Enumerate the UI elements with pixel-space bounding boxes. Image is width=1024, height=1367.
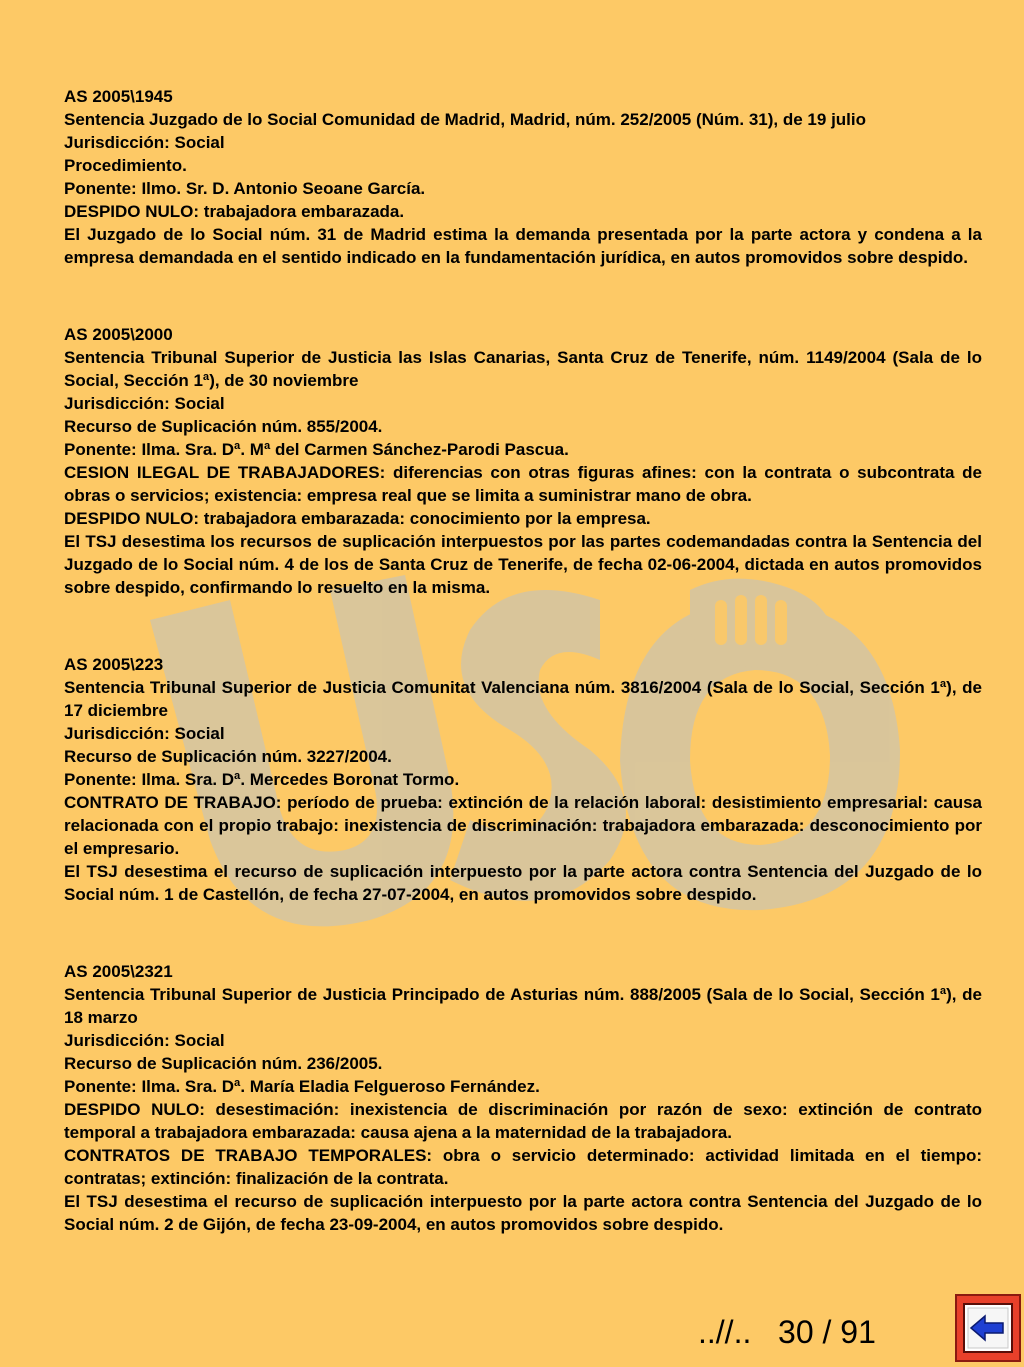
case-ponente: Ponente: Ilma. Sra. Dª. María Eladia Felgueroso Fernández. xyxy=(64,1077,540,1096)
case-sentencia: Sentencia Tribunal Superior de Justicia Comunitat Valenciana núm. 3816/2004 (Sala de lo Social, Sección 1ª), de 17 diciembre xyxy=(64,678,982,720)
page-separator: / xyxy=(822,1314,832,1350)
case-ponente: Ponente: Ilma. Sra. Dª. Mª del Carmen Sánchez-Parodi Pascua. xyxy=(64,440,569,459)
case-ponente: Ponente: Ilma. Sra. Dª. Mercedes Boronat Tormo. xyxy=(64,770,460,789)
document-body xyxy=(64,85,982,1290)
case-id: AS 2005\1945 xyxy=(64,87,173,106)
arrow-left-icon xyxy=(955,1294,1021,1362)
case-resumen: El TSJ desestima el recurso de suplicación interpuesto por la parte actora contra Sentencia del Juzgado de lo Social núm. 1 de Castellón, de fecha 27-07-2004, en autos promovidos sobre despido. xyxy=(64,862,982,904)
back-button[interactable] xyxy=(955,1294,1021,1362)
continuation-mark: ..//.. xyxy=(698,1314,752,1350)
case-jurisdiccion: Jurisdicción: Social xyxy=(64,1031,225,1050)
case-id: AS 2005\223 xyxy=(64,655,164,674)
case-topic: CONTRATOS DE TRABAJO TEMPORALES: obra o servicio determinado: actividad limitada en el tiempo: contratas; extinción: finalización de la contrata. xyxy=(64,1146,982,1188)
case-sentencia: Sentencia Tribunal Superior de Justicia las Islas Canarias, Santa Cruz de Tenerife, núm. 1149/2004 (Sala de lo Social, Sección 1ª), de 30 noviembre xyxy=(64,348,982,390)
current-page-number: 30 xyxy=(778,1314,814,1350)
case-id: AS 2005\2321 xyxy=(64,962,173,981)
case-entry xyxy=(64,960,982,1236)
case-jurisdiccion: Jurisdicción: Social xyxy=(64,133,225,152)
case-topic: DESPIDO NULO: trabajadora embarazada: conocimiento por la empresa. xyxy=(64,509,651,528)
case-jurisdiccion: Jurisdicción: Social xyxy=(64,724,225,743)
case-procedimiento: Procedimiento. xyxy=(64,156,187,175)
total-pages-number: 91 xyxy=(840,1314,876,1350)
case-entry xyxy=(64,323,982,599)
case-sentencia: Sentencia Juzgado de lo Social Comunidad de Madrid, Madrid, núm. 252/2005 (Núm. 31), de 19 julio xyxy=(64,110,867,129)
case-sentencia: Sentencia Tribunal Superior de Justicia Principado de Asturias núm. 888/2005 (Sala de lo Social, Sección 1ª), de 18 marzo xyxy=(64,985,982,1027)
case-resumen: El TSJ desestima el recurso de suplicación interpuesto por la parte actora contra Sentencia del Juzgado de lo Social núm. 2 de Gijón, de fecha 23-09-2004, en autos promovidos sobre despido. xyxy=(64,1192,982,1234)
case-procedimiento: Recurso de Suplicación núm. 236/2005. xyxy=(64,1054,383,1073)
case-ponente: Ponente: Ilmo. Sr. D. Antonio Seoane García. xyxy=(64,179,426,198)
case-resumen: El TSJ desestima los recursos de suplicación interpuestos por las partes codemandadas contra la Sentencia del Juzgado de lo Social núm. 4 de los de Santa Cruz de Tenerife, de fecha 02-06-2004, dictada en autos promovidos sobre despido, confirmando lo resuelto en la misma. xyxy=(64,532,982,597)
case-topic: DESPIDO NULO: desestimación: inexistencia de discriminación por razón de sexo: extinción de contrato temporal a trabajadora embarazada: causa ajena a la maternidad de la trabajadora. xyxy=(64,1100,982,1142)
case-topic: CONTRATO DE TRABAJO: período de prueba: extinción de la relación laboral: desistimiento empresarial: causa relacionada con el propio trabajo: inexistencia de discriminación: trabajadora embarazada: desconocimiento por el empresario. xyxy=(64,793,982,858)
case-procedimiento: Recurso de Suplicación núm. 3227/2004. xyxy=(64,747,392,766)
case-topic: DESPIDO NULO: trabajadora embarazada. xyxy=(64,202,405,221)
page-indicator xyxy=(698,1314,876,1351)
case-entry xyxy=(64,85,982,269)
case-jurisdiccion: Jurisdicción: Social xyxy=(64,394,225,413)
case-entry xyxy=(64,653,982,906)
case-procedimiento: Recurso de Suplicación núm. 855/2004. xyxy=(64,417,383,436)
case-topic: CESION ILEGAL DE TRABAJADORES: diferencias con otras figuras afines: con la contrata o subcontrata de obras o servicios; existencia: empresa real que se limita a suministrar mano de obra. xyxy=(64,463,982,505)
case-resumen: El Juzgado de lo Social núm. 31 de Madrid estima la demanda presentada por la parte actora y condena a la empresa demandada en el sentido indicado en la fundamentación jurídica, en autos promovidos sobre despido. xyxy=(64,225,982,267)
case-id: AS 2005\2000 xyxy=(64,325,173,344)
